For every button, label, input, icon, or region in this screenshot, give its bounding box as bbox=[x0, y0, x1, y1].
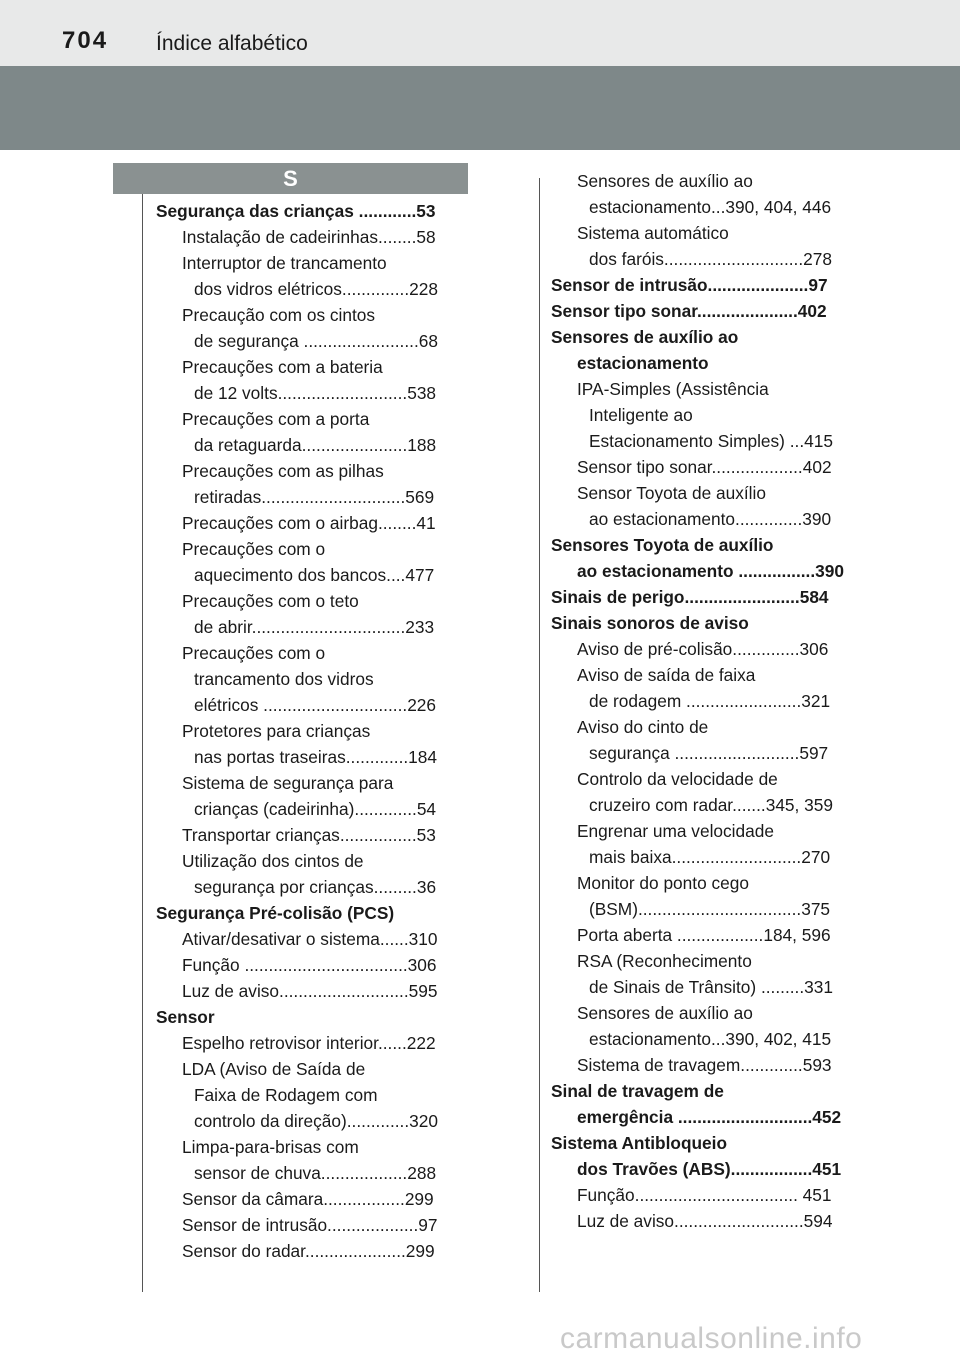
index-entry-text: Sinais sonoros de aviso bbox=[551, 613, 749, 633]
index-entry-text: controlo da direção).............320 bbox=[194, 1111, 438, 1131]
index-subentry bbox=[156, 640, 468, 666]
index-subentry bbox=[551, 1052, 863, 1078]
index-subentry bbox=[156, 718, 468, 744]
index-entry-text: Sensor tipo sonar...................402 bbox=[577, 457, 832, 477]
index-entry-text: Transportar crianças................53 bbox=[182, 825, 436, 845]
index-subentry bbox=[551, 714, 863, 740]
index-entry-text: trancamento dos vidros bbox=[194, 669, 374, 689]
index-entry bbox=[551, 1130, 863, 1156]
index-subentry bbox=[551, 870, 863, 896]
index-subentry bbox=[551, 402, 863, 428]
index-subentry bbox=[551, 1026, 863, 1052]
index-entry-text: Sensores Toyota de auxílio bbox=[551, 535, 774, 555]
index-entry-text: de 12 volts...........................538 bbox=[194, 383, 437, 403]
index-entry-text: LDA (Aviso de Saída de bbox=[182, 1059, 366, 1079]
index-subentry bbox=[551, 636, 863, 662]
index-entry-text: dos faróis.............................278 bbox=[589, 249, 832, 269]
index-subentry bbox=[156, 1134, 468, 1160]
index-subentry bbox=[551, 896, 863, 922]
section-title: Índice alfabético bbox=[156, 32, 308, 55]
index-entry-text: ao estacionamento..............390 bbox=[589, 509, 832, 529]
index-subentry bbox=[156, 874, 468, 900]
index-subentry bbox=[156, 380, 468, 406]
index-subentry bbox=[156, 1186, 468, 1212]
index-entry-text: Sensor tipo sonar.....................402 bbox=[551, 301, 827, 321]
index-entry-text: Ativar/desativar o sistema......310 bbox=[182, 929, 438, 949]
index-entry-text: de abrir................................233 bbox=[194, 617, 435, 637]
index-entry-text: Inteligente ao bbox=[589, 405, 693, 425]
index-entry-text: Segurança Pré-colisão (PCS) bbox=[156, 903, 395, 923]
page-header bbox=[0, 0, 960, 66]
index-entry-text: Sensores de auxílio ao bbox=[551, 327, 739, 347]
index-entry-text: retiradas..............................569 bbox=[194, 487, 435, 507]
index-entry-text: IPA-Simples (Assistência bbox=[577, 379, 769, 399]
index-entry-text: de segurança ........................68 bbox=[194, 331, 438, 351]
index-entry-text: Sensores de auxílio ao bbox=[577, 1003, 753, 1023]
index-entry-text: dos vidros elétricos..............228 bbox=[194, 279, 438, 299]
index-entry-text: Precauções com a bateria bbox=[182, 357, 383, 377]
index-entry bbox=[156, 1004, 468, 1030]
index-subentry bbox=[156, 302, 468, 328]
index-entry-text: Interruptor de trancamento bbox=[182, 253, 387, 273]
index-subentry bbox=[551, 1208, 863, 1234]
index-subentry bbox=[156, 848, 468, 874]
index-subentry bbox=[551, 220, 863, 246]
index-entry bbox=[551, 272, 863, 298]
index-subentry bbox=[551, 454, 863, 480]
index-subentry bbox=[156, 276, 468, 302]
index-entry-text: Luz de aviso...........................594 bbox=[577, 1211, 833, 1231]
index-subentry bbox=[551, 1000, 863, 1026]
index-subentry bbox=[551, 480, 863, 506]
index-entry-text: Precauções com o bbox=[182, 643, 326, 663]
index-entry-text: Sinal de travagem de bbox=[551, 1081, 724, 1101]
index-subentry bbox=[551, 844, 863, 870]
index-subentry bbox=[156, 744, 468, 770]
index-entry-text: Precauções com o bbox=[182, 539, 326, 559]
index-entry bbox=[551, 324, 863, 350]
index-subentry bbox=[156, 458, 468, 484]
index-entry-text: Sistema Antibloqueio bbox=[551, 1133, 728, 1153]
index-entry-text: Espelho retrovisor interior......222 bbox=[182, 1033, 436, 1053]
index-subentry bbox=[156, 770, 468, 796]
index-entry bbox=[551, 1156, 863, 1182]
index-letter-heading: S bbox=[113, 163, 468, 194]
index-entry-text: Função.................................. 451 bbox=[577, 1185, 832, 1205]
index-subentry bbox=[156, 432, 468, 458]
index-entry-text: estacionamento...390, 404, 446 bbox=[589, 197, 832, 217]
index-entry-text: Aviso de saída de faixa bbox=[577, 665, 756, 685]
index-entry-text: Protetores para crianças bbox=[182, 721, 371, 741]
header-band bbox=[0, 66, 960, 150]
index-entry-text: Monitor do ponto cego bbox=[577, 873, 749, 893]
index-subentry bbox=[156, 406, 468, 432]
index-entry-text: Porta aberta ..................184, 596 bbox=[577, 925, 831, 945]
index-entry-text: elétricos ..............................226 bbox=[194, 695, 437, 715]
index-subentry bbox=[551, 740, 863, 766]
index-entry-text: estacionamento bbox=[577, 353, 709, 373]
index-entry bbox=[156, 900, 468, 926]
index-subentry bbox=[551, 428, 863, 454]
index-subentry bbox=[156, 1056, 468, 1082]
index-entry-text: Sistema de segurança para bbox=[182, 773, 394, 793]
index-subentry bbox=[156, 1082, 468, 1108]
page-number: 704 bbox=[62, 27, 109, 54]
index-entry-text: dos Travões (ABS).................451 bbox=[577, 1159, 842, 1179]
index-subentry bbox=[156, 510, 468, 536]
index-entry-text: crianças (cadeirinha).............54 bbox=[194, 799, 437, 819]
index-subentry bbox=[551, 1182, 863, 1208]
index-entry-text: (BSM)..................................375 bbox=[589, 899, 831, 919]
index-entry-text: Engrenar uma velocidade bbox=[577, 821, 774, 841]
index-entry bbox=[551, 1078, 863, 1104]
index-entry bbox=[551, 532, 863, 558]
index-entry-text: Luz de aviso...........................595 bbox=[182, 981, 438, 1001]
index-subentry bbox=[156, 354, 468, 380]
index-subentry bbox=[156, 1030, 468, 1056]
index-subentry bbox=[156, 692, 468, 718]
index-entry-text: Sensor de intrusão.....................97 bbox=[551, 275, 828, 295]
index-entry-text: Sinais de perigo........................584 bbox=[551, 587, 829, 607]
index-entry-text: sensor de chuva..................288 bbox=[194, 1163, 437, 1183]
index-subentry bbox=[156, 1212, 468, 1238]
index-subentry bbox=[551, 246, 863, 272]
index-subentry bbox=[551, 662, 863, 688]
index-subentry bbox=[156, 1160, 468, 1186]
index-subentry bbox=[156, 978, 468, 1004]
index-subentry bbox=[156, 614, 468, 640]
index-subentry bbox=[156, 822, 468, 848]
index-subentry bbox=[551, 922, 863, 948]
index-subentry bbox=[156, 536, 468, 562]
index-entry-text: Sensor da câmara.................299 bbox=[182, 1189, 434, 1209]
index-subentry bbox=[551, 168, 863, 194]
index-column-right bbox=[551, 168, 863, 1234]
index-entry-text: Precaução com os cintos bbox=[182, 305, 376, 325]
index-subentry bbox=[551, 688, 863, 714]
index-subentry bbox=[156, 1238, 468, 1264]
index-column-left bbox=[156, 198, 468, 1264]
index-entry-text: nas portas traseiras.............184 bbox=[194, 747, 438, 767]
left-column-rule bbox=[142, 194, 143, 1292]
index-entry-text: aquecimento dos bancos....477 bbox=[194, 565, 435, 585]
index-entry-text: Faixa de Rodagem com bbox=[194, 1085, 378, 1105]
index-subentry bbox=[156, 926, 468, 952]
index-subentry bbox=[551, 948, 863, 974]
index-entry-text: segurança ..........................597 bbox=[589, 743, 829, 763]
index-subentry bbox=[156, 666, 468, 692]
index-entry-text: Precauções com a porta bbox=[182, 409, 370, 429]
index-entry-text: Instalação de cadeirinhas........58 bbox=[182, 227, 436, 247]
index-entry-text: RSA (Reconhecimento bbox=[577, 951, 752, 971]
index-entry-text: Função ..................................306 bbox=[182, 955, 437, 975]
index-subentry bbox=[551, 974, 863, 1000]
index-entry-text: Sensor de intrusão...................97 bbox=[182, 1215, 438, 1235]
index-entry-text: de rodagem ........................321 bbox=[589, 691, 831, 711]
index-entry-text: Segurança das crianças ............53 bbox=[156, 201, 436, 221]
index-entry bbox=[551, 350, 863, 376]
index-entry-text: cruzeiro com radar.......345, 359 bbox=[589, 795, 833, 815]
index-subentry bbox=[551, 194, 863, 220]
index-entry-text: Sensores de auxílio ao bbox=[577, 171, 753, 191]
index-entry bbox=[551, 610, 863, 636]
index-subentry bbox=[156, 224, 468, 250]
index-entry bbox=[551, 1104, 863, 1130]
index-subentry bbox=[551, 506, 863, 532]
index-entry-text: de Sinais de Trânsito) .........331 bbox=[589, 977, 833, 997]
index-subentry bbox=[156, 250, 468, 276]
index-entry-text: Aviso de pré-colisão..............306 bbox=[577, 639, 829, 659]
index-entry-text: Sensor bbox=[156, 1007, 215, 1027]
index-entry-text: Aviso do cinto de bbox=[577, 717, 709, 737]
index-subentry bbox=[551, 818, 863, 844]
watermark: carmanualsonline.info bbox=[560, 1322, 863, 1355]
index-subentry bbox=[156, 1108, 468, 1134]
index-subentry bbox=[551, 766, 863, 792]
index-entry-text: Sistema automático bbox=[577, 223, 729, 243]
index-subentry bbox=[156, 952, 468, 978]
index-entry-text: Precauções com o teto bbox=[182, 591, 359, 611]
index-entry-text: Sensor Toyota de auxílio bbox=[577, 483, 766, 503]
index-entry-text: mais baixa...........................270 bbox=[589, 847, 831, 867]
index-entry-text: Precauções com as pilhas bbox=[182, 461, 384, 481]
index-subentry bbox=[156, 484, 468, 510]
index-subentry bbox=[156, 562, 468, 588]
index-subentry bbox=[551, 792, 863, 818]
index-entry-text: Utilização dos cintos de bbox=[182, 851, 364, 871]
index-entry-text: Sensor do radar.....................299 bbox=[182, 1241, 435, 1261]
index-entry bbox=[156, 198, 468, 224]
index-subentry bbox=[551, 376, 863, 402]
index-entry-text: Sistema de travagem.............593 bbox=[577, 1055, 832, 1075]
index-entry-text: Estacionamento Simples) ...415 bbox=[589, 431, 833, 451]
index-entry-text: Limpa-para-brisas com bbox=[182, 1137, 359, 1157]
index-entry bbox=[551, 298, 863, 324]
index-entry-text: Precauções com o airbag........41 bbox=[182, 513, 436, 533]
index-entry bbox=[551, 558, 863, 584]
index-entry-text: estacionamento...390, 402, 415 bbox=[589, 1029, 832, 1049]
index-entry bbox=[551, 584, 863, 610]
index-subentry bbox=[156, 796, 468, 822]
index-subentry bbox=[156, 588, 468, 614]
index-entry-text: da retaguarda......................188 bbox=[194, 435, 437, 455]
index-entry-text: Controlo da velocidade de bbox=[577, 769, 778, 789]
right-column-rule bbox=[539, 178, 540, 1292]
index-subentry bbox=[156, 328, 468, 354]
index-entry-text: segurança por crianças.........36 bbox=[194, 877, 437, 897]
index-entry-text: emergência ............................452 bbox=[577, 1107, 842, 1127]
index-entry-text: ao estacionamento ................390 bbox=[577, 561, 844, 581]
